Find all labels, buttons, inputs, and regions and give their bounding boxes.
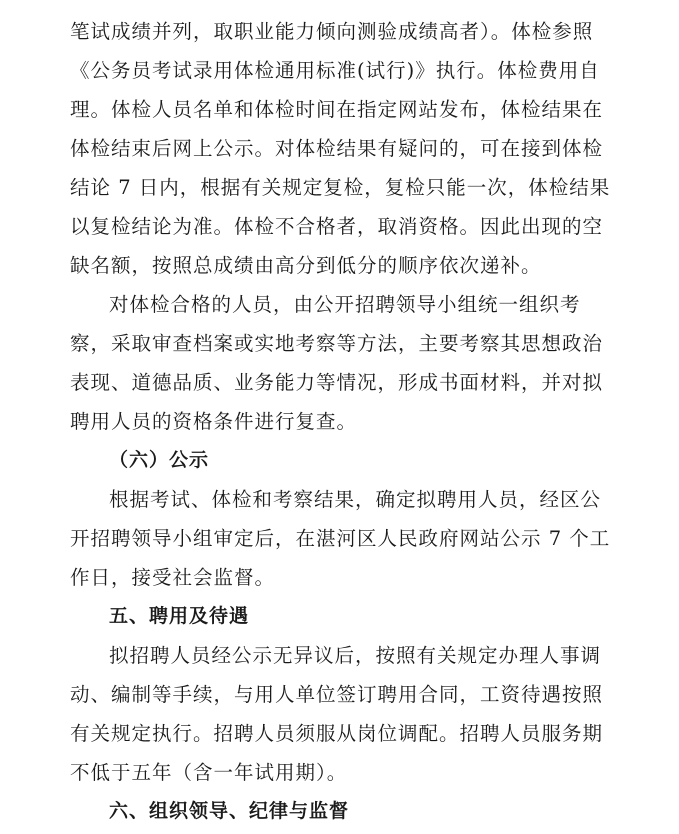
- paragraph-line: 开招聘领导小组审定后，在湛河区人民政府网站公示 7 个工: [70, 527, 611, 550]
- paragraph-line: 对体检合格的人员，由公开招聘领导小组统一组织考: [109, 293, 581, 316]
- paragraph-line: 作日，接受社会监督。: [70, 566, 276, 589]
- paragraph-line: 笔试成绩并列，取职业能力倾向测验成绩高者）。体检参照: [70, 20, 594, 43]
- paragraph-line: 有关规定执行。招聘人员须服从岗位调配。招聘人员服务期: [70, 722, 604, 745]
- paragraph-line: 体检结束后网上公示。对体检结果有疑问的，可在接到体检: [70, 137, 604, 160]
- subheading-publicity: （六）公示: [109, 449, 210, 471]
- paragraph-line: 察，采取审查档案或实地考察等方法，主要考察其思想政治: [70, 332, 604, 355]
- heading-employment-and-benefits: 五、聘用及待遇: [109, 605, 250, 627]
- paragraph-line: 表现、道德品质、业务能力等情况，形成书面材料，并对拟: [70, 371, 604, 394]
- paragraph-line: 聘用人员的资格条件进行复查。: [70, 410, 358, 433]
- paragraph-line: 《公务员考试录用体检通用标准(试行)》执行。体检费用自: [70, 59, 600, 82]
- heading-organization-discipline-supervision: 六、组织领导、纪律与监督: [109, 800, 350, 822]
- paragraph-line: 以复检结论为准。体检不合格者，取消资格。因此出现的空: [70, 215, 604, 238]
- paragraph-line: 拟招聘人员经公示无异议后，按照有关规定办理人事调: [109, 644, 602, 667]
- paragraph-line: 根据考试、体检和考察结果，确定拟聘用人员，经区公: [109, 488, 602, 511]
- paragraph-line: 理。体检人员名单和体检时间在指定网站发布，体检结果在: [70, 98, 604, 121]
- paragraph-line: 不低于五年（含一年试用期）。: [70, 761, 348, 784]
- paragraph-line: 缺名额，按照总成绩由高分到低分的顺序依次递补。: [70, 254, 542, 277]
- paragraph-line: 动、编制等手续，与用人单位签订聘用合同，工资待遇按照: [70, 683, 604, 706]
- paragraph-line: 结论 7 日内，根据有关规定复检，复检只能一次，体检结果: [70, 176, 611, 199]
